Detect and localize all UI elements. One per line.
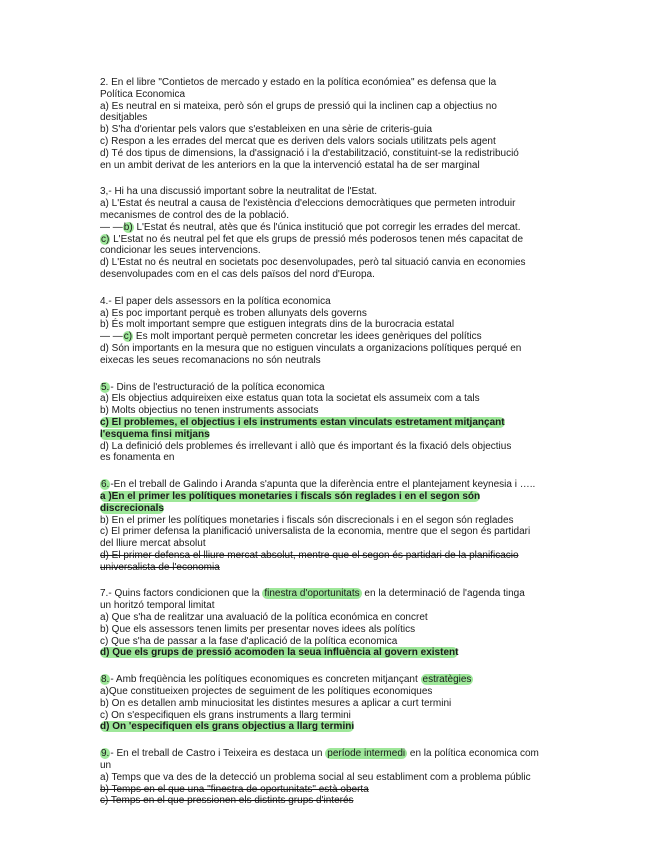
question-line — [100, 698, 555, 710]
question-line — [100, 222, 555, 234]
line-text: L'Estat no és neutral pel fet que els grups de pressió més poderosos tenen més capacitat de — [110, 233, 524, 245]
line-text: d) La definició dels problemes és irrellevant i allò que és important és la fixació dels objectius — [100, 440, 512, 452]
struck-out-text: b) Temps en el que una "finestra de oportunitats" està oberta — [100, 783, 369, 795]
question-line — [100, 710, 555, 722]
struck-out-text: universalista de l'economia — [100, 561, 220, 573]
question-3 — [100, 296, 555, 367]
line-text: en un ambit derivat de les anteriors en la que la intervenció estatal ha de ser marginal — [100, 159, 480, 171]
line-text: en la determinació de l'agenda tinga — [361, 588, 525, 600]
line-text: 7.- Quins factors condicionen que la — [100, 588, 263, 600]
question-8 — [100, 748, 555, 807]
question-line — [100, 441, 555, 453]
struck-out-text: d) El primer defensa el lliure mercat absolut, mentre que el segon és partidari de la planificacio — [100, 549, 519, 561]
line-text: a) Els objectius adquireixen eixe estatus quan tota la societat els assumeix com a tals — [100, 393, 480, 405]
line-text: c) Respon a les errades del mercat que es deriven dels valors socials utilitzats pels agent — [100, 135, 496, 147]
line-text: a)Que constitueixen projectes de seguiment de les polítiques economiques — [100, 686, 433, 698]
line-text: c) On s'especifiquen els grans instruments a llarg termini — [100, 709, 351, 721]
question-line — [100, 417, 555, 429]
line-text: c) El primer defensa la planificació universalista de la economia, mentre que el segon és partidari — [100, 526, 531, 538]
question-line — [100, 319, 555, 331]
question-line — [100, 429, 555, 441]
question-line — [100, 198, 555, 210]
line-text: b) S'ha d'orientar pels valors que s'estableixen en una sèrie de criteris-guia — [100, 124, 433, 136]
question-line — [100, 269, 555, 281]
question-line — [100, 405, 555, 417]
line-text: - Dins de l'estructuració de la política economica — [110, 381, 325, 393]
question-line — [100, 355, 555, 367]
question-line — [100, 624, 555, 636]
question-line — [100, 538, 555, 550]
question-line — [100, 382, 555, 394]
highlighted-marker: 5. — [101, 381, 110, 393]
question-line — [100, 795, 555, 807]
line-text: a) Que s'ha de realitzar una avaluació de la política económica en concret — [100, 612, 428, 624]
question-line — [100, 234, 555, 246]
highlighted-answer: discrecionals — [100, 502, 164, 514]
line-text: b) En el primer les polítiques monetaries i fiscals són discrecionals i en el segon són reglades — [100, 514, 514, 526]
highlighted-phrase: període intermedi — [327, 748, 406, 760]
question-line — [100, 503, 555, 515]
question-line — [100, 124, 555, 136]
highlighted-marker: 8. — [101, 674, 110, 686]
highlighted-answer: l'esquema finsi mitjans — [100, 428, 210, 440]
question-line — [100, 136, 555, 148]
question-7 — [100, 674, 555, 733]
question-line — [100, 721, 555, 733]
question-line — [100, 101, 555, 113]
line-text: del lliure mercat absolut — [100, 538, 206, 550]
question-line — [100, 343, 555, 355]
line-text: - Amb freqüència les polítiques economiques es concreten mitjançant — [110, 674, 421, 686]
line-text: d) Té dos tipus de dimensions, la d'assignació i la d'estabilització, constituint-se la redistribució — [100, 147, 519, 159]
question-line — [100, 160, 555, 172]
question-line — [100, 296, 555, 308]
question-line — [100, 452, 555, 464]
question-line — [100, 760, 555, 772]
question-line — [100, 526, 555, 538]
question-line — [100, 331, 555, 343]
pen-dash-mark: — — — [100, 221, 123, 233]
line-text: condicionar les seues intervencions. — [100, 245, 261, 257]
question-line — [100, 562, 555, 574]
highlighted-answer: c) El problemes, el objectius i els instruments estan vinculats estretament mitjançant — [100, 416, 505, 428]
line-text: b) És molt important sempre que estiguen integrats dins de la burocracia estatal — [100, 319, 455, 331]
line-text: desenvolupades com en el cas dels països del nord d'Europa. — [100, 268, 375, 280]
question-line — [100, 674, 555, 686]
question-line — [100, 308, 555, 320]
question-4 — [100, 382, 555, 465]
question-line — [100, 245, 555, 257]
question-line — [100, 515, 555, 527]
line-text: 4.- El paper dels assessors en la política economica — [100, 295, 331, 307]
line-text: a) Temps que va des de la detecció un problema social al seu establiment com a problema públic — [100, 771, 531, 783]
line-text: desitjables — [100, 112, 148, 124]
highlighted-phrase: finestra d'oportunitats — [264, 588, 360, 600]
question-line — [100, 210, 555, 222]
question-line — [100, 748, 555, 760]
highlighted-phrase: estratègies — [422, 674, 472, 686]
highlighted-marker: 9. — [101, 748, 110, 760]
line-text: un — [100, 760, 112, 772]
line-text: L'Estat és neutral, atès que és l'única institució que pot corregir les errades del mercat. — [133, 221, 521, 233]
question-1 — [100, 77, 555, 171]
question-line — [100, 257, 555, 269]
line-text: un horitzó temporal limitat — [100, 600, 215, 612]
question-line — [100, 112, 555, 124]
line-text: a) Es poc important perquè es troben allunyats dels governs — [100, 307, 367, 319]
question-line — [100, 550, 555, 562]
line-text: a) L'Estat és neutral a causa de l'existència d'eleccions democràtiques que permeten introduir — [100, 198, 516, 210]
question-line — [100, 89, 555, 101]
question-2 — [100, 186, 555, 280]
line-text: - En el treball de Castro i Teixeira es destaca un — [110, 748, 326, 760]
highlighted-answer: d) On 'especifiquen els grans objectius a llarg termini — [100, 721, 355, 733]
highlighted-marker: 6. — [101, 479, 110, 491]
question-line — [100, 686, 555, 698]
question-line — [100, 588, 555, 600]
line-text: b) On es detallen amb minuciositat les distintes mesures a aplicar a curt termini — [100, 697, 452, 709]
question-line — [100, 647, 555, 659]
highlighted-marker: b) — [123, 221, 133, 233]
question-line — [100, 479, 555, 491]
line-text: d) L'Estat no és neutral en societats poc desenvolupades, però tal situació canvia en economies — [100, 257, 526, 269]
line-text: a) Es neutral en si mateixa, però són el grups de pressió qui la inclinen cap a objectius no — [100, 100, 497, 112]
question-line — [100, 772, 555, 784]
line-text: Política Economica — [100, 88, 186, 100]
question-line — [100, 784, 555, 796]
pen-dash-mark: — — — [100, 331, 123, 343]
highlighted-marker: c) — [123, 331, 133, 343]
line-text: -En el treball de Galindo i Aranda s'apunta que la diferència entre el plantejament keynesia i ….. — [110, 479, 536, 491]
question-line — [100, 393, 555, 405]
line-text: b) Molts objectius no tenen instruments associats — [100, 405, 319, 417]
question-line — [100, 186, 555, 198]
question-line — [100, 148, 555, 160]
line-text: b) Que els assessors tenen limits per presentar noves idees als polítics — [100, 623, 416, 635]
question-line — [100, 77, 555, 89]
question-line — [100, 612, 555, 624]
line-text: 2. En el libre "Contietos de mercado y estado en la política económiea" es defensa que la — [100, 77, 497, 88]
line-text: Es molt important perquè permeten concretar les idees genèriques del polítics — [133, 331, 482, 343]
struck-out-text: c) Temps en el que pressionen els distints grups d'interés — [100, 795, 354, 807]
document-page — [100, 77, 555, 822]
question-line — [100, 600, 555, 612]
question-line — [100, 636, 555, 648]
highlighted-answer: a )En el primer les polítiques monetaries i fiscals són reglades i en el segon són — [100, 490, 481, 502]
question-6 — [100, 588, 555, 659]
question-line — [100, 491, 555, 503]
line-text: d) Són importants en la mesura que no estiguen vinculats a organizacions polítiques perqué en — [100, 342, 522, 354]
highlighted-marker: c) — [101, 233, 110, 245]
line-text: en la política economica com — [407, 748, 539, 760]
highlighted-answer: d) Que els grups de pressió acomoden la seua influència al govern existent — [100, 647, 459, 659]
question-5 — [100, 479, 555, 573]
line-text: c) Que s'ha de passar a la fase d'aplicació de la política economica — [100, 635, 398, 647]
line-text: es fonamenta en — [100, 452, 175, 464]
line-text: mecanismes de control des de la població. — [100, 209, 289, 221]
line-text: eixecas les seues recomanacions no són neutrals — [100, 354, 321, 366]
line-text: 3,- Hi ha una discussió important sobre la neutralitat de l'Estat. — [100, 186, 378, 198]
